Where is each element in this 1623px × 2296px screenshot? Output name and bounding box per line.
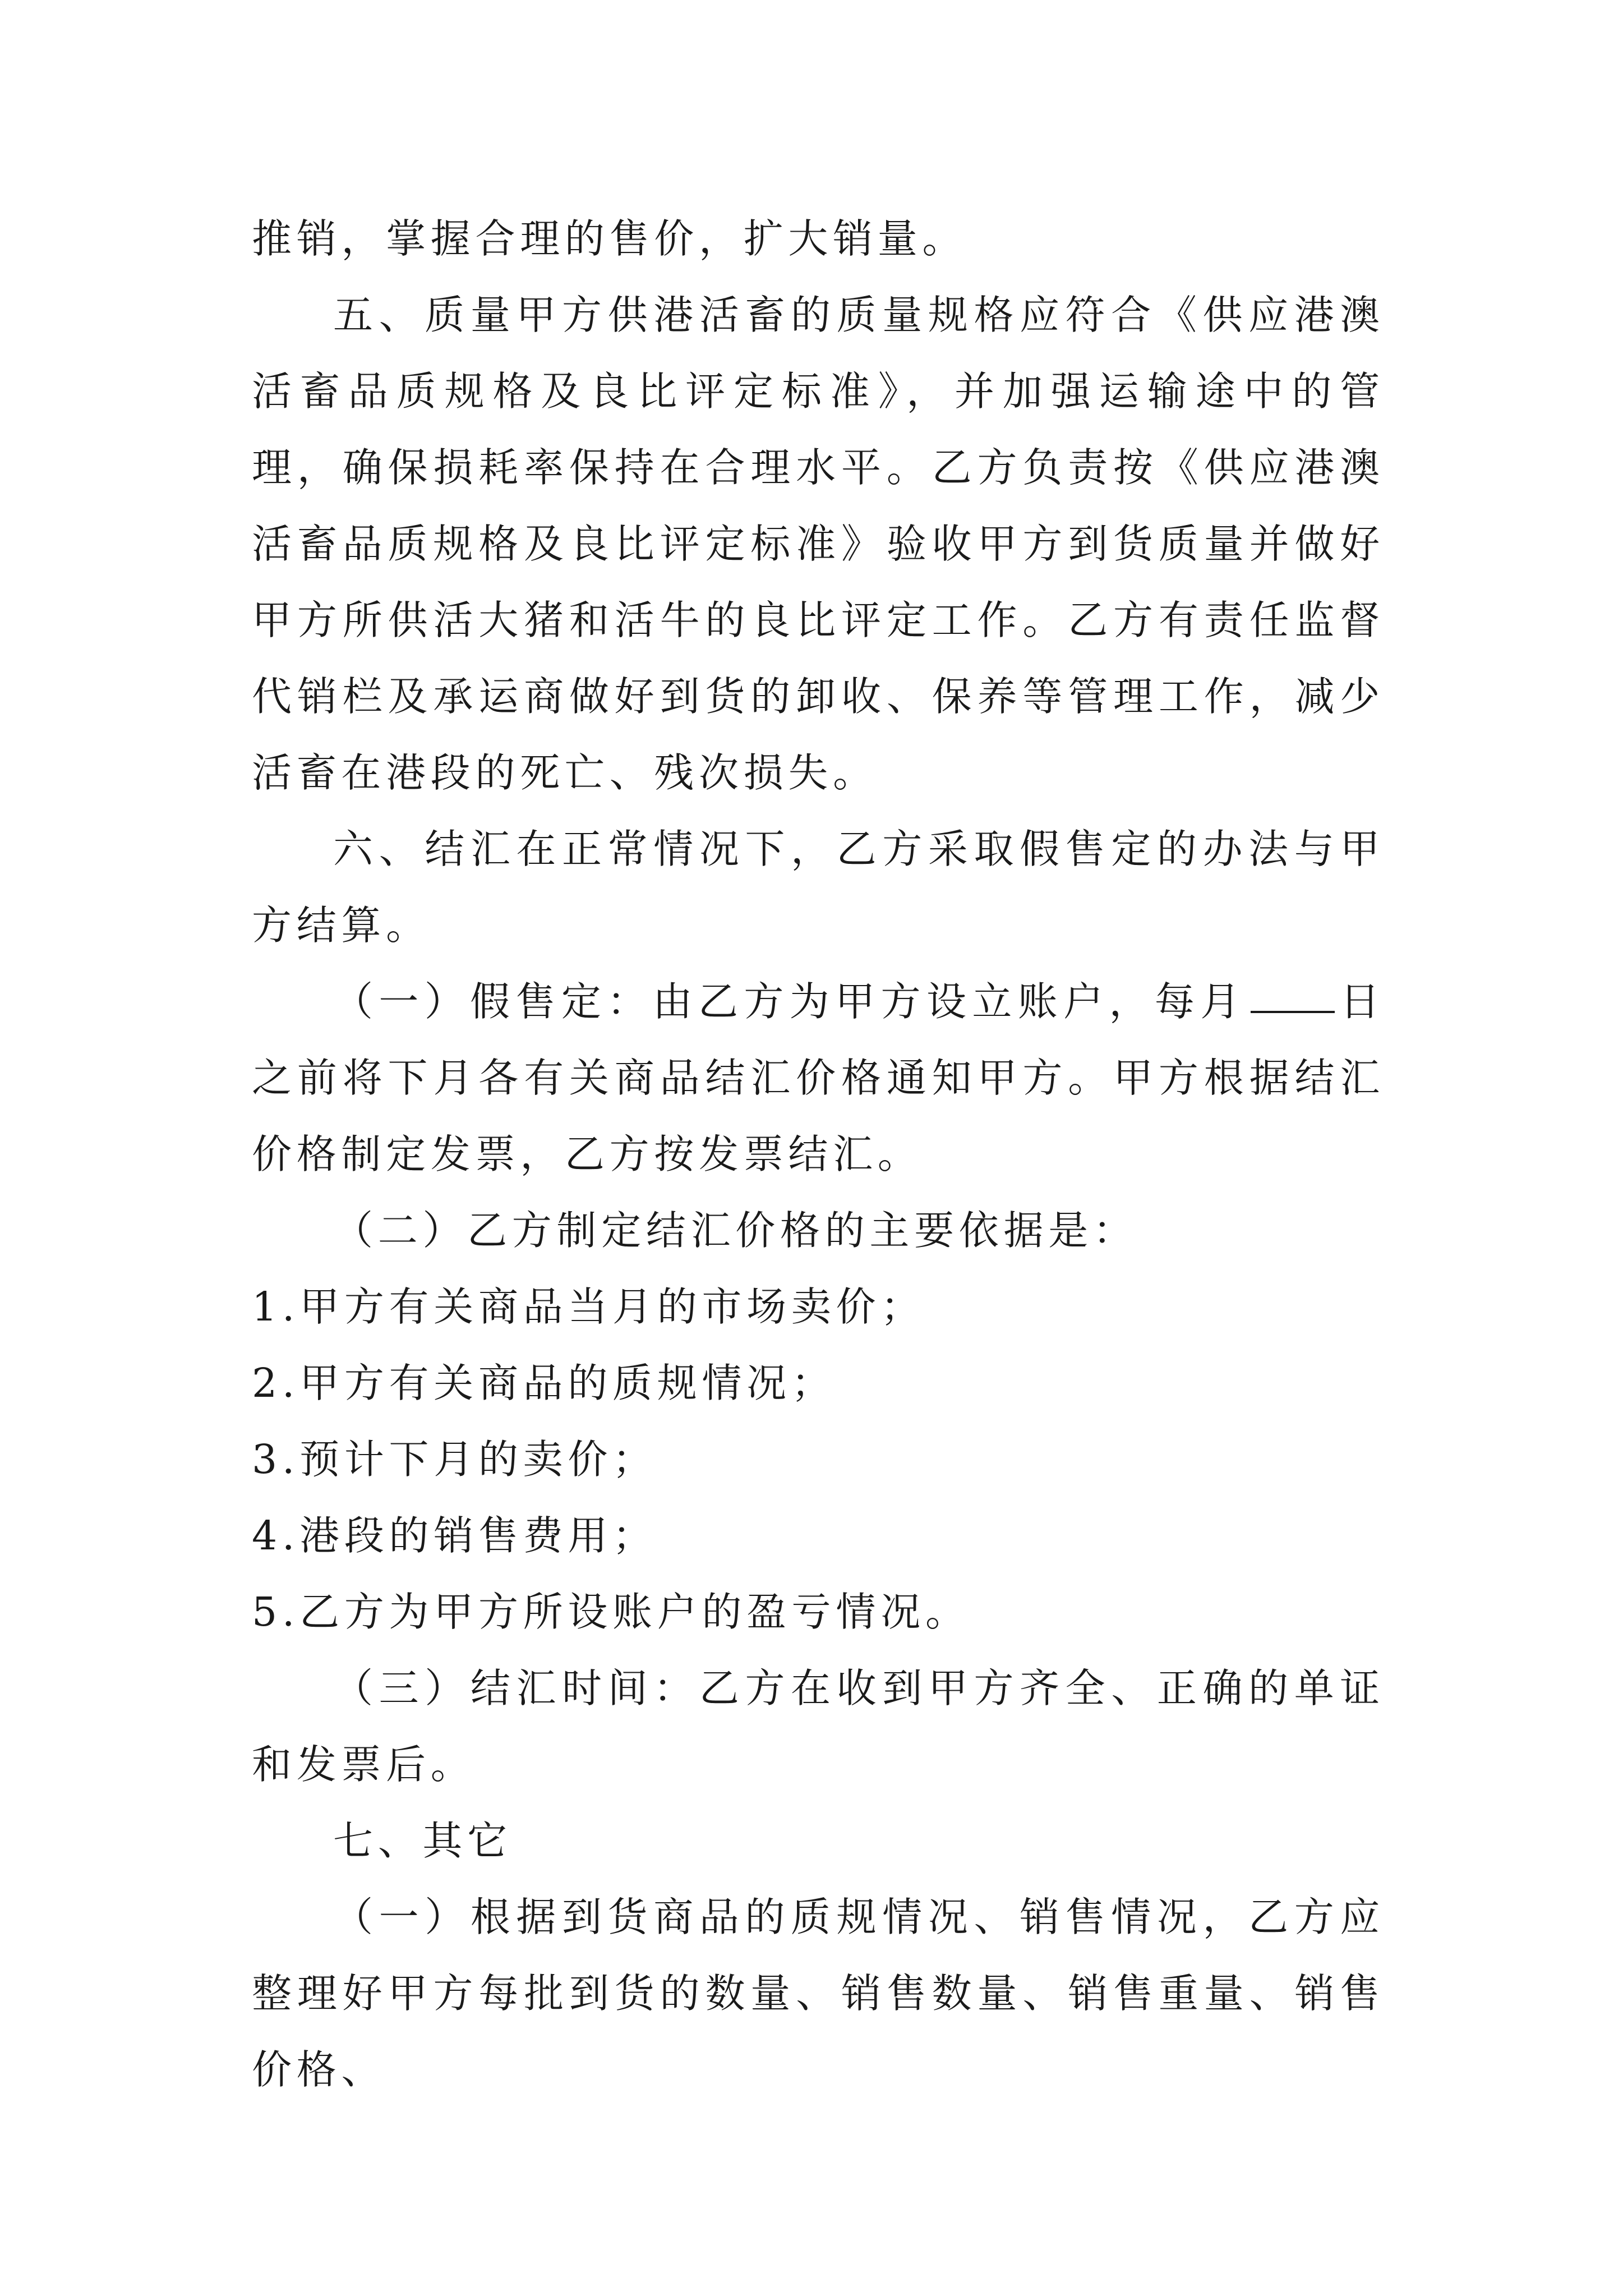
paragraph-provisional-sale xyxy=(252,964,1385,1193)
provisional-sale-text-start: （一）假售定：由乙方为甲方设立账户，每月 xyxy=(333,978,1246,1025)
list-item: 1.甲方有关商品当月的市场卖价； xyxy=(252,1283,925,1330)
list-item: 3.预计下月的卖价； xyxy=(252,1436,657,1483)
paragraph-quality: 五、质量甲方供港活畜的质量规格应符合《供应港澳活畜品质规格及良比评定标准》，并加强运输途中的管理，确保损耗率保持在合理水平。乙方负责按《供应港澳活畜品质规格及良比评定标准》验收甲方到货质量并做好甲方所供活大猪和活牛的良比评定工作。乙方有责任监督代销栏及承运商做好到货的卸收、保养等管理工作，减少活畜在港段的死亡、残次损失。 xyxy=(252,292,1385,796)
paragraph-settlement: 六、结汇在正常情况下，乙方采取假售定的办法与甲方结算。 xyxy=(252,826,1385,949)
list-item: 5.乙方为甲方所设账户的盈亏情况。 xyxy=(252,1589,970,1635)
section-heading-other: 七、其它 xyxy=(333,1818,512,1864)
paragraph-continuation: 推销，掌握合理的售价，扩大销量。 xyxy=(252,215,967,262)
date-blank-field xyxy=(1251,1009,1335,1013)
provisional-sale-text-end: 日之前将下月各有关商品结汇价格通知甲方。甲方根据结汇价格制定发票，乙方按发票结汇。 xyxy=(252,978,1385,1177)
paragraph-price-basis: （二）乙方制定结汇价格的主要依据是： xyxy=(333,1207,1138,1254)
paragraph-settlement-time: （三）结汇时间：乙方在收到甲方齐全、正确的单证和发票后。 xyxy=(252,1665,1385,1788)
list-item: 2.甲方有关商品的质规情况； xyxy=(252,1360,836,1406)
list-item: 4.港段的销售费用； xyxy=(252,1512,657,1559)
document-body xyxy=(252,201,1385,2108)
paragraph-other-1: （一）根据到货商品的质规情况、销售情况，乙方应整理好甲方每批到货的数量、销售数量、销售重量、销售价格、 xyxy=(252,1894,1385,2093)
